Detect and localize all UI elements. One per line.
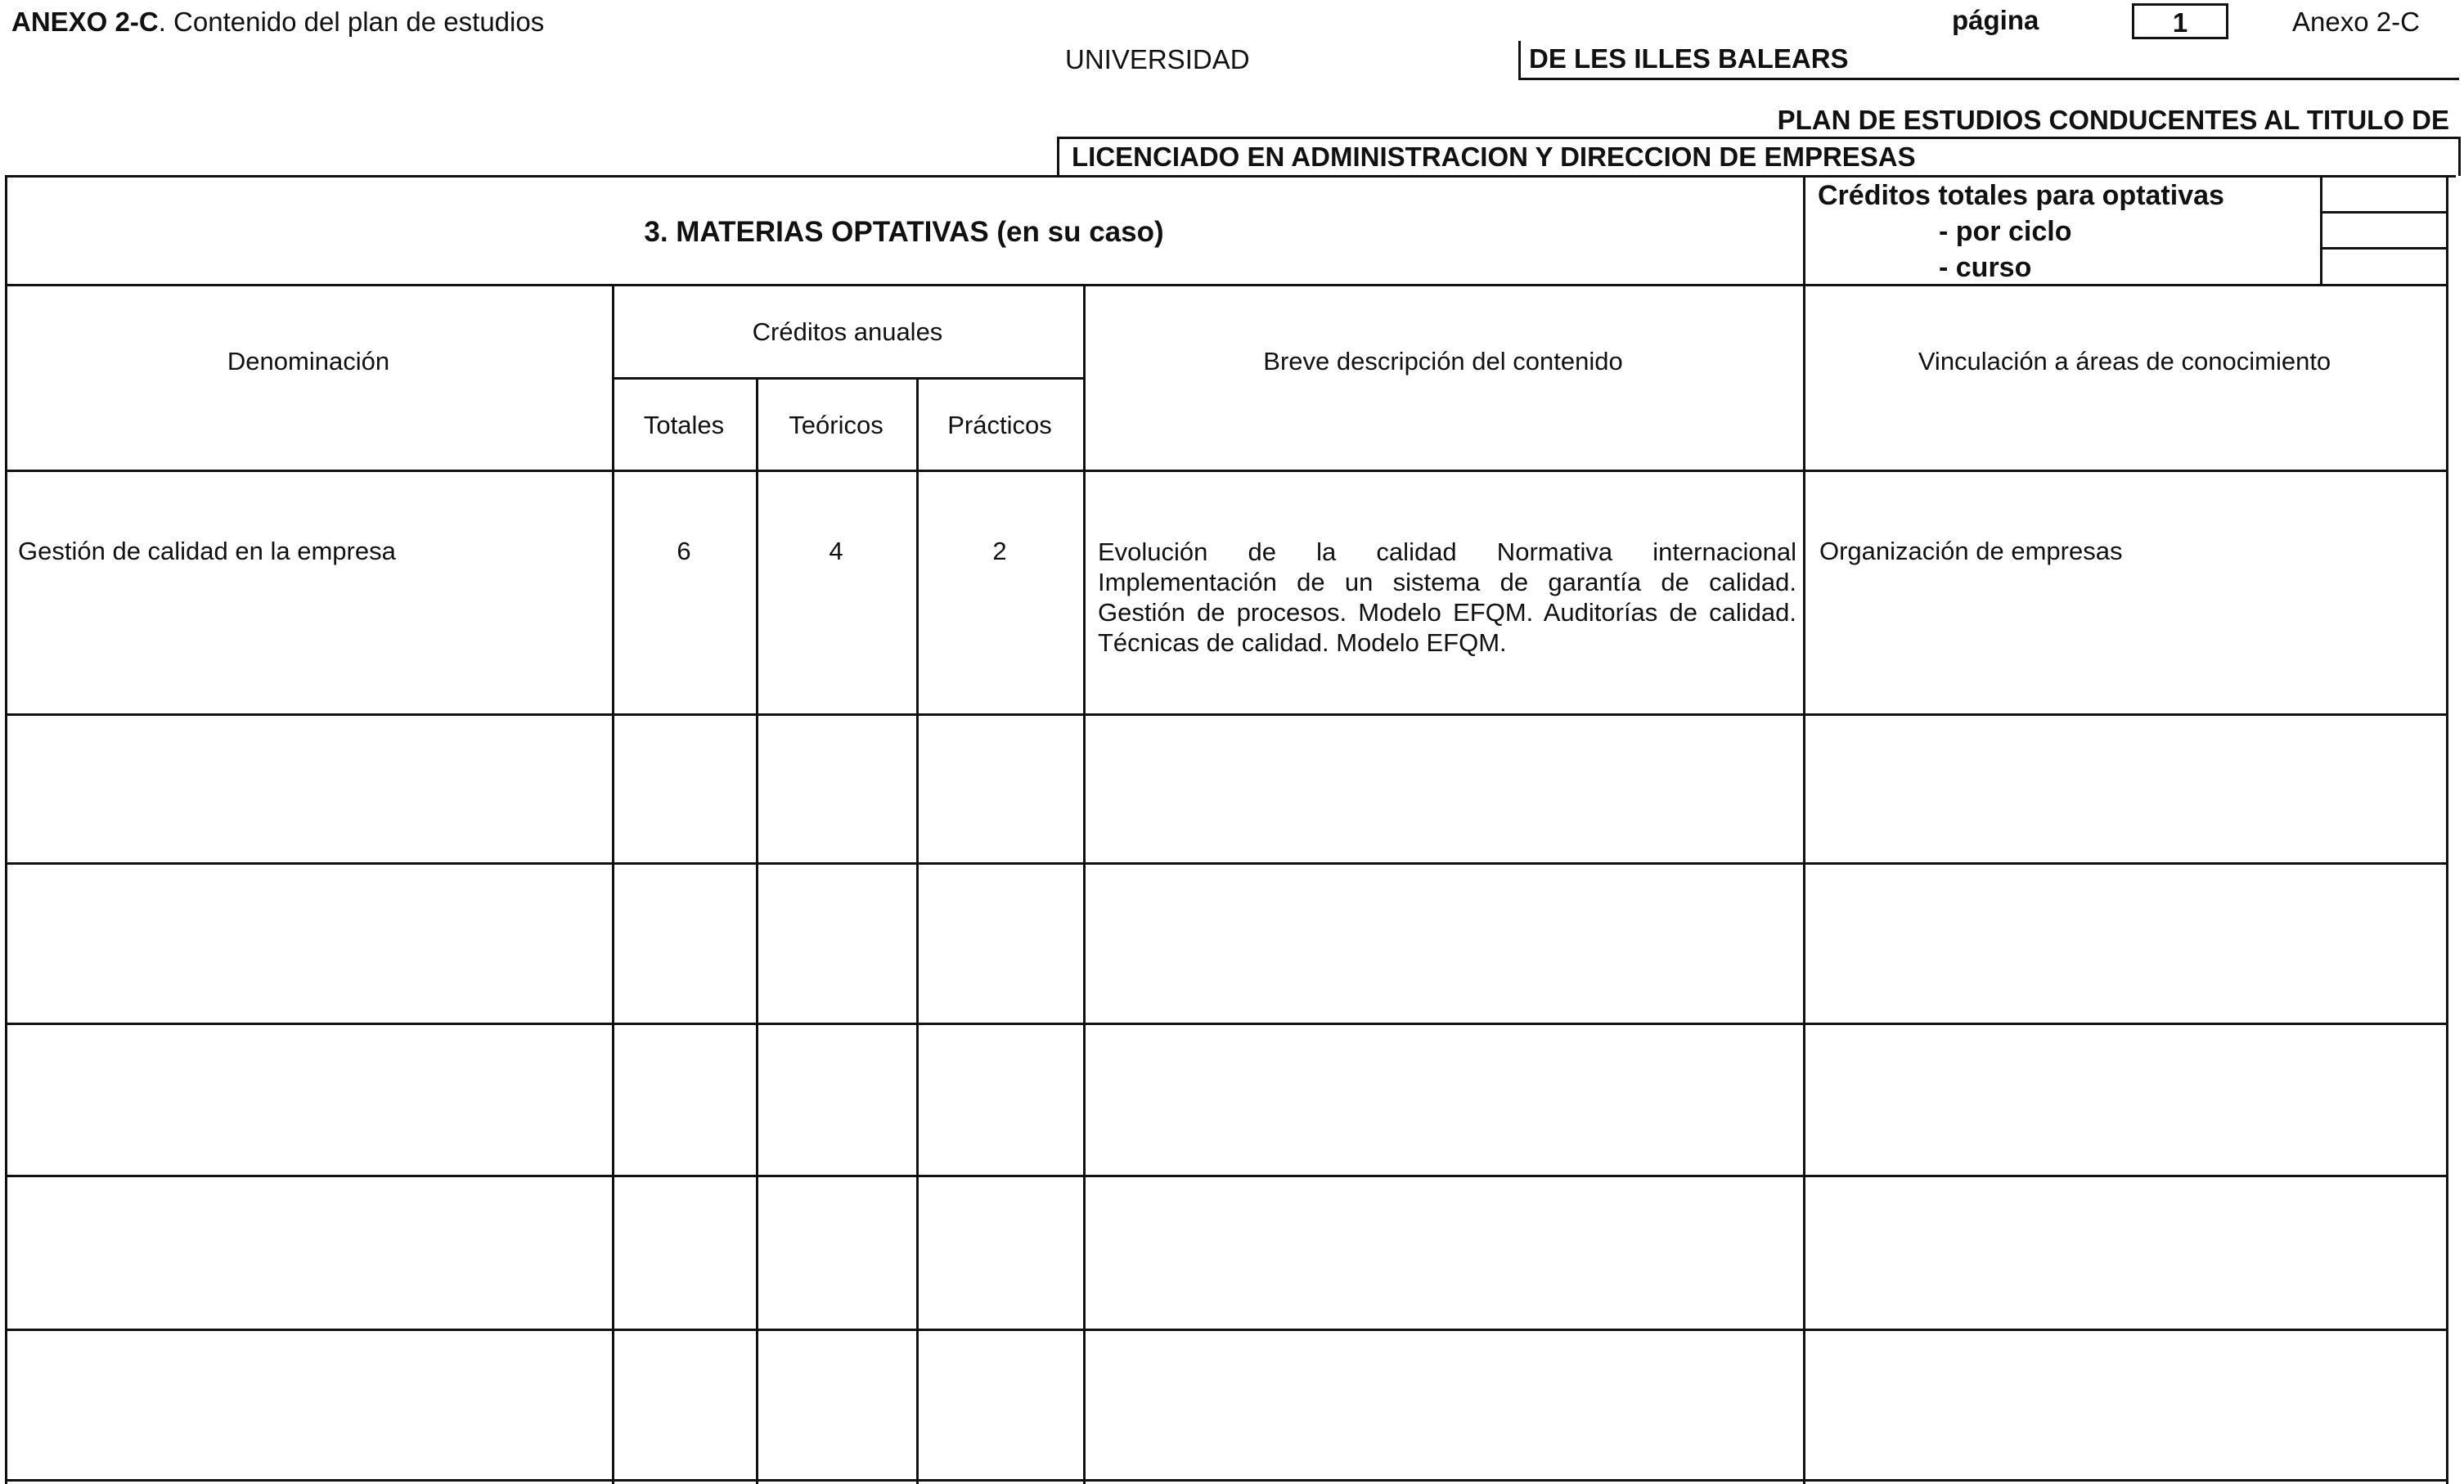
row-separator-2 [5,862,2448,865]
row-separator-4 [5,1175,2448,1177]
pagina-label: página [1952,5,2039,35]
curso-label: - curso [1939,252,2032,283]
titulo-box-right [2458,137,2461,176]
titulo-box-left [1057,137,1059,176]
col-header-descripcion: Breve descripción del contenido [1263,347,1623,375]
plan-underline [1057,137,2461,139]
col-header-practicos: Prácticos [947,411,1052,439]
row-vinculacion: Organización de empresas [1819,537,2123,565]
col-header-totales: Totales [643,411,725,439]
table-bottom-border [5,1479,2448,1482]
column-header-bottom [5,470,2448,472]
credit-box-line-1 [2320,211,2448,214]
creditos-totales-label: Créditos totales para optativas [1818,180,2224,211]
section-title: 3. MATERIAS OPTATIVAS (en su caso) [644,216,1164,248]
por-ciclo-label: - por ciclo [1939,216,2072,247]
universidad-box [1518,41,2459,80]
table-top-border [5,175,2456,178]
universidad-label: UNIVERSIDAD [1065,44,1250,74]
titulo-value: LICENCIADO EN ADMINISTRACION Y DIRECCION DE EMPRESAS [1072,142,1916,172]
creditos-anuales-divider [612,377,1085,380]
table-right-border [2446,175,2448,1484]
section-header-bottom [5,284,2448,286]
row-descripcion: Evolución de la calidad Normativa internacional Implementación de un sistema de garantía de calidad. Gestión de procesos. Modelo EFQM. Auditorías de calidad. Técnicas de calidad. Modelo EFQM. [1098,537,1796,657]
col-header-creditos-anuales: Créditos anuales [752,317,943,346]
anexo-code: ANEXO 2-C [11,7,159,37]
anexo-right-label: Anexo 2-C [2292,7,2420,37]
col-divider-descripcion [1083,284,1086,1484]
row-separator-1 [5,713,2448,716]
row-separator-5 [5,1329,2448,1331]
anexo-heading [11,8,544,35]
credit-box-left [2320,175,2322,286]
row-separator-3 [5,1023,2448,1025]
col-header-vinculacion: Vinculación a áreas de conocimiento [1918,347,2331,375]
row-totales: 6 [677,537,691,565]
pagina-box [2132,3,2228,39]
row-denominacion: Gestión de calidad en la empresa [18,537,396,565]
row-teoricos: 4 [829,537,843,565]
col-divider-totales [612,284,614,1484]
plan-label: PLAN DE ESTUDIOS CONDUCENTES AL TITULO DE [1777,105,2449,135]
col-header-teoricos: Teóricos [789,411,884,439]
credit-box-line-2 [2320,247,2448,250]
universidad-value: DE LES ILLES BALEARS [1529,43,1849,74]
pagina-number: 1 [2172,7,2188,38]
col-header-denominacion: Denominación [227,347,390,375]
anexo-description: . Contenido del plan de estudios [158,7,545,37]
row-practicos: 2 [992,537,1007,565]
